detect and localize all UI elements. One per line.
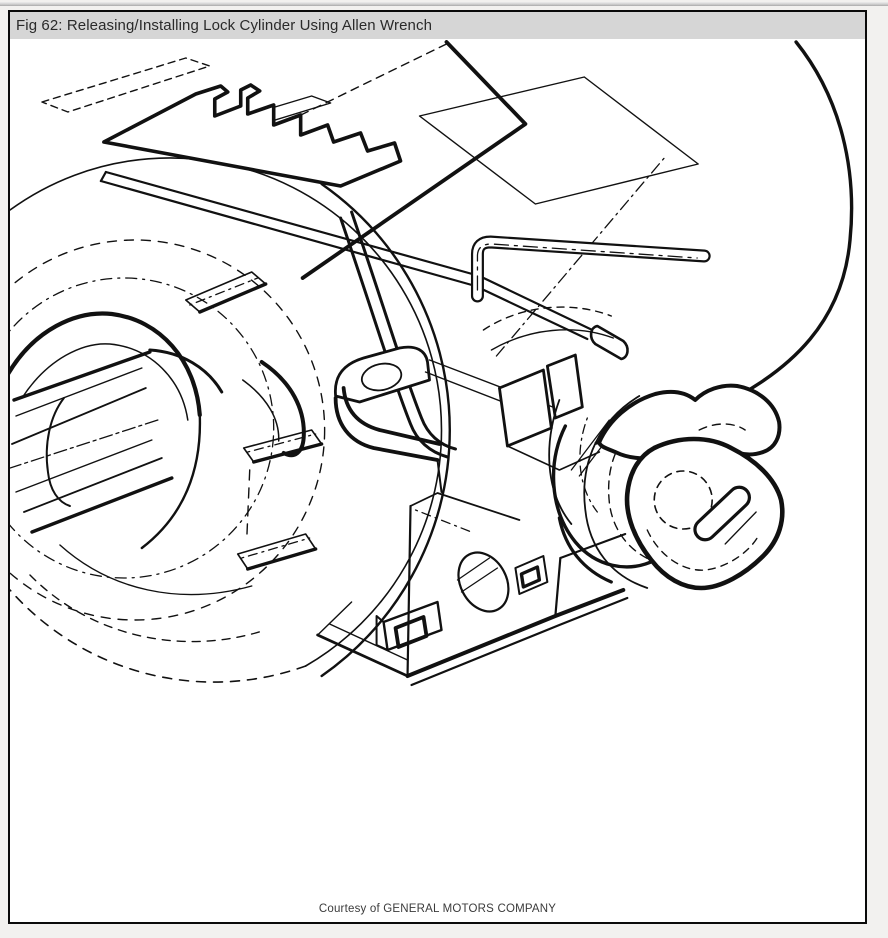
window-top-edge bbox=[0, 2, 888, 6]
lock-plate bbox=[104, 85, 401, 186]
lock-cylinder-line-art bbox=[10, 39, 865, 922]
figure-caption: Courtesy of GENERAL MOTORS COMPANY bbox=[318, 903, 557, 915]
bearing-housing bbox=[10, 158, 450, 682]
figure-title-bar bbox=[10, 12, 865, 39]
retainer-plates bbox=[426, 307, 614, 470]
figure-panel bbox=[8, 10, 867, 924]
figure-title: Fig 62: Releasing/Installing Lock Cylinder Using Allen Wrench bbox=[16, 17, 433, 34]
lock-housing-block bbox=[318, 493, 628, 685]
steering-shaft bbox=[10, 352, 172, 532]
allen-wrench bbox=[477, 242, 704, 296]
figure-canvas bbox=[10, 39, 865, 922]
ignition-key-head bbox=[627, 439, 782, 588]
mounting-bracket bbox=[335, 347, 441, 492]
